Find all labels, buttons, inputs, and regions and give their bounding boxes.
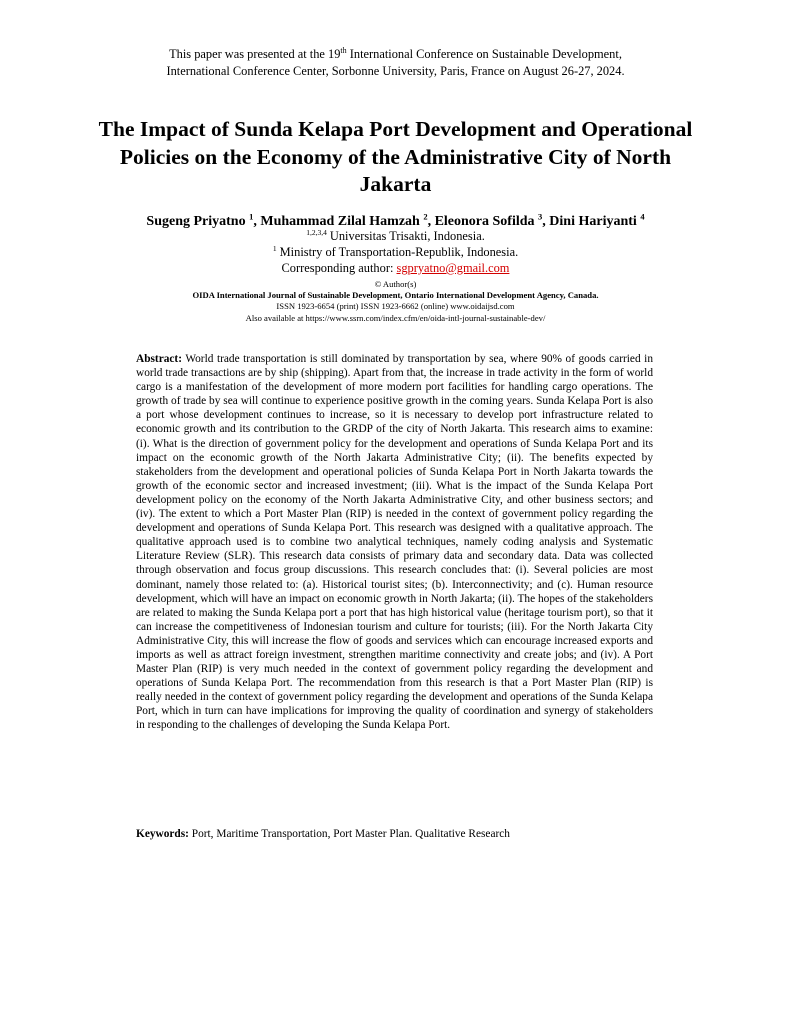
issn-line: ISSN 1923-6654 (print) ISSN 1923-6662 (online) www.oidaijsd.com xyxy=(276,301,515,312)
keywords-text: Port, Maritime Transportation, Port Master Plan. Qualitative Research xyxy=(188,828,510,840)
keywords-label: Keywords: xyxy=(136,828,189,840)
author: Sugeng Priyatno $^1$, xyxy=(146,211,261,229)
author-list xyxy=(0,213,791,230)
journal-line: OIDA International Journal of Sustainable Development, Ontario International Development Agency, Canada. xyxy=(192,290,599,301)
author: Muhammad Zilal Hamzah $^2$, xyxy=(260,211,435,229)
corresponding-author: Corresponding author: sgpryatno@gmail.com xyxy=(281,261,510,275)
conference-notice-line1: This paper was presented at the 19th International Conference on Sustainable Development, xyxy=(169,45,622,61)
author: Eleonora Sofilda $^3$, xyxy=(434,211,550,229)
corresponding-email-link[interactable]: sgpryatno@gmail.com xyxy=(396,261,510,275)
copyright-line: © Author(s) xyxy=(374,279,417,289)
abstract-text: World trade transportation is still dominated by transportation by sea, where 90% of goods carried in world trade transactions are by ship (shipping). Apart from that, the increase in trade activity in the form of world cargo is a manifestation of the development of more modern port facilities for handling cargo operations. The growth of trade by sea will continue to experience positive growth in the coming years. Sunda Kelapa Port is also a port whose development continues to increase, so it is necessary to develop port infrastructure related to economic growth and its contribution to the GRDP of the city of North Jakarta. This research aims to examine: (i). What is the direction of government policy for the development and operations of Sunda Kelapa Port and its impact on the economic growth of the North Jakarta Administrative City; (ii). The benefits expected by stakeholders from the development and operational policies of Sunda Kelapa Port in North Jakarta towards the growth of the economic sector and increased investment; (iii). What is the impact of the Sunda Kelapa Port development policy on the economy of the North Jakarta Administrative City, and other business sectors; and (iv). The extent to which a Port Master Plan (RIP) is needed in the context of government policy regarding the development and operations of Sunda Kelapa Port. This research was designed with a qualitative approach. The qualitative approach used is to combine two analytical techniques, namely coding analysis and Systematic Literature Review (SLR). This research data consists of primary data and secondary data. Data was collected through observation and focus group discussions. This research concludes that: (i). Several policies are most dominant, namely those related to: (a). Historical tourist sites; (b). Interconnectivity; and (c). Human resource development, which will have an impact on economic growth in North Jakarta; (ii). The hopes of the stakeholders are related to making the Sunda Kelapa port a port that has high historical value (heritage tourism port), so that it can increase the competitiveness of Indonesian tourism and culture for tourists; (iii). For the North Jakarta City Administrative City, this will increase the flow of goods and services which can encourage increased exports and imports as well as attract foreign investment, strengthen maritime connectivity and create jobs; and (iv). A Port Master Plan (RIP) is very much needed in the context of government policy regarding the development and operations of Sunda Kelapa Port. The recommendation from this research is that a Port Master Plan (RIP) is really needed in the context of government policy regarding the development and operations of the Sunda Kelapa Port, which in turn can have implications for improving the quality of coordination and synergy of stakeholders in responding to the challenges of developing the Sunda Kelapa Port. xyxy=(136,353,653,732)
paper-title: The Impact of Sunda Kelapa Port Development and Operational Policies on the Economy of the Administrative City of North Jakarta xyxy=(98,117,693,196)
affiliation-secondary: $^1$ Ministry of Transportation-Republik, Indonesia. xyxy=(272,243,519,259)
conference-notice-line2: International Conference Center, Sorbonne University, Paris, France on August 26-27, 2024. xyxy=(166,64,625,78)
keywords xyxy=(136,827,653,841)
affiliation-primary: $^{1,2,3,4}$ Universitas Trisakti, Indonesia. xyxy=(306,227,485,243)
copyright-block xyxy=(0,279,791,324)
author: Dini Hariyanti $^4$ xyxy=(549,211,645,229)
availability-line: Also available at https://www.ssrn.com/index.cfm/en/oida-intl-journal-sustainable-dev/ xyxy=(245,312,546,323)
conference-notice xyxy=(0,46,791,80)
abstract xyxy=(136,352,653,733)
abstract-label: Abstract: xyxy=(136,353,182,365)
